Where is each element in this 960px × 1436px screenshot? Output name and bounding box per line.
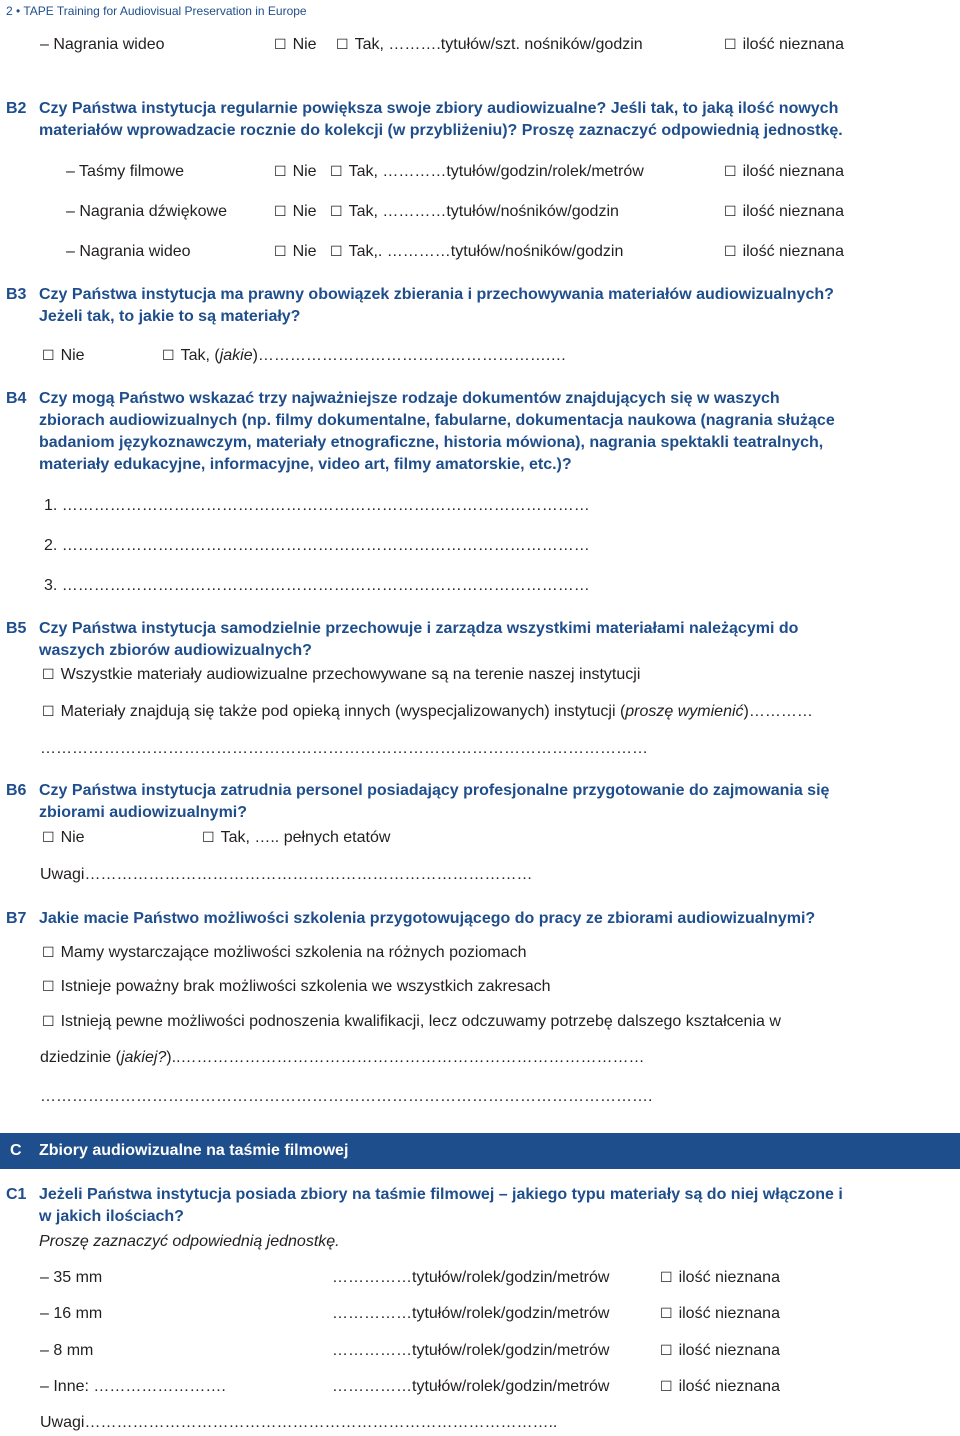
answer-continuation-line[interactable]: …………………………………………………………………………………………………… xyxy=(40,740,648,757)
answer-line-3[interactable]: 3. ……………………………………………………………………………………… xyxy=(44,577,590,594)
option-tak[interactable]: ☐ Tak, ….. pełnych etatów xyxy=(202,829,391,846)
option-nie[interactable]: ☐ Nie xyxy=(42,829,85,846)
option-tak[interactable]: ☐ Tak, ……….tytułów/szt. nośników/godzin xyxy=(336,36,643,53)
notes-field[interactable]: Uwagi………………………………………………………………………… xyxy=(40,866,533,883)
option-all-onsite[interactable]: ☐ Wszystkie materiały audiowizualne przechowywane są na terenie naszej instytucji xyxy=(42,666,641,683)
question-code-b5: B5 xyxy=(6,620,27,637)
option-nie[interactable]: ☐ Nie xyxy=(274,163,317,180)
option-nie[interactable]: ☐ Nie xyxy=(274,203,317,220)
question-b7-line1: Jakie macie Państwo możliwości szkolenia przygotowującego do pracy ze zbiorami audiowizualnymi? xyxy=(39,910,816,927)
question-b3-line1: Czy Państwa instytucja ma prawny obowiązek zbierania i przechowywania materiałów audiowizualnych? xyxy=(39,286,834,303)
checkbox-icon[interactable]: ☐ xyxy=(202,830,215,846)
checkbox-icon[interactable]: ☐ xyxy=(724,164,737,180)
option-unknown[interactable]: ☐ ilość nieznana xyxy=(660,1342,780,1359)
video-recordings-label: – Nagrania wideo xyxy=(40,36,165,53)
question-b5-line2: waszych zbiorów audiowizualnych? xyxy=(39,642,312,659)
question-b5-line1: Czy Państwa instytucja samodzielnie przechowuje i zarządza wszystkimi materiałami należącymi do xyxy=(39,620,799,637)
option-tak[interactable]: ☐ Tak, …………tytułów/godzin/rolek/metrów xyxy=(330,163,644,180)
option-sufficient-training[interactable]: ☐ Mamy wystarczające możliwości szkolenia na różnych poziomach xyxy=(42,944,527,961)
option-unknown[interactable]: ☐ ilość nieznana xyxy=(660,1305,780,1322)
checkbox-icon[interactable]: ☐ xyxy=(42,704,55,720)
option-unknown[interactable]: ☐ ilość nieznana xyxy=(724,243,844,260)
film-format-label: – 35 mm xyxy=(40,1269,103,1286)
film-format-label: – 8 mm xyxy=(40,1342,94,1359)
question-b3-line2: Jeżeli tak, to jakie to są materiały? xyxy=(39,308,301,325)
section-code-c: C xyxy=(10,1142,22,1159)
checkbox-icon[interactable]: ☐ xyxy=(724,204,737,220)
checkbox-icon[interactable]: ☐ xyxy=(330,244,343,260)
question-b6-line2: zbiorami audiowizualnymi? xyxy=(39,804,248,821)
option-unknown[interactable]: ☐ ilość nieznana xyxy=(724,163,844,180)
question-b4-line3: badaniom językoznawczym, materiały etnograficzne, historia mówiona), nagrania spektakli teatralnych, xyxy=(39,434,824,451)
option-tak[interactable]: ☐ Tak, …………tytułów/nośników/godzin xyxy=(330,203,619,220)
page-header: 2 • TAPE Training for Audiovisual Preservation in Europe xyxy=(6,4,307,18)
checkbox-icon[interactable]: ☐ xyxy=(274,204,287,220)
b2-row-label: – Nagrania dźwiękowe xyxy=(66,203,227,220)
option-unknown[interactable]: ☐ ilość nieznana xyxy=(724,36,844,53)
option-tak[interactable]: ☐ Tak,. …………tytułów/nośników/godzin xyxy=(330,243,624,260)
checkbox-icon[interactable]: ☐ xyxy=(660,1306,673,1322)
option-lack-of-training[interactable]: ☐ Istnieje poważny brak możliwości szkolenia we wszystkich zakresach xyxy=(42,978,551,995)
question-code-c1: C1 xyxy=(6,1186,27,1203)
section-c-header xyxy=(0,1133,960,1169)
question-b4-line4: materiały edukacyjne, informacyjne, video art, filmy amatorskie, etc.)? xyxy=(39,456,572,473)
checkbox-icon[interactable]: ☐ xyxy=(42,979,55,995)
checkbox-icon[interactable]: ☐ xyxy=(660,1270,673,1286)
checkbox-icon[interactable]: ☐ xyxy=(660,1343,673,1359)
option-some-training[interactable]: ☐ Istnieją pewne możliwości podnoszenia kwalifikacji, lecz odczuwamy potrzebę dalszego kształcenia w xyxy=(42,1013,781,1030)
answer-continuation-line[interactable]: ……………………………………………………………………………………………………. xyxy=(40,1088,653,1105)
checkbox-icon[interactable]: ☐ xyxy=(42,945,55,961)
question-b6-line1: Czy Państwa instytucja zatrudnia personel posiadający profesjonalne przygotowanie do zajmowania się xyxy=(39,782,830,799)
checkbox-icon[interactable]: ☐ xyxy=(162,348,175,364)
question-c1-line2: w jakich ilościach? xyxy=(39,1208,184,1225)
option-nie[interactable]: ☐ Nie xyxy=(42,347,85,364)
checkbox-icon[interactable]: ☐ xyxy=(724,37,737,53)
amount-field[interactable]: ……………tytułów/rolek/godzin/metrów xyxy=(332,1305,610,1322)
checkbox-icon[interactable]: ☐ xyxy=(274,244,287,260)
option-nie[interactable]: ☐ Nie xyxy=(274,243,317,260)
option-unknown[interactable]: ☐ ilość nieznana xyxy=(724,203,844,220)
checkbox-icon[interactable]: ☐ xyxy=(42,830,55,846)
option-nie[interactable]: ☐ Nie xyxy=(274,36,317,53)
option-tak[interactable]: ☐ Tak, (jakie)……………………………………………….… xyxy=(162,347,567,364)
amount-field[interactable]: ……………tytułów/rolek/godzin/metrów xyxy=(332,1269,610,1286)
question-b4-line2: zbiorach audiowizualnych (np. filmy dokumentalne, fabularne, dokumentacja naukowa (nagrania służące xyxy=(39,412,835,429)
question-b2-line1: Czy Państwa instytucja regularnie powiększa swoje zbiory audiowizualne? Jeśli tak, to jaką ilość nowych xyxy=(39,100,839,117)
checkbox-icon[interactable]: ☐ xyxy=(724,244,737,260)
option-unknown[interactable]: ☐ ilość nieznana xyxy=(660,1269,780,1286)
checkbox-icon[interactable]: ☐ xyxy=(274,164,287,180)
question-code-b4: B4 xyxy=(6,390,27,407)
amount-field[interactable]: ……………tytułów/rolek/godzin/metrów xyxy=(332,1378,610,1395)
amount-field[interactable]: ……………tytułów/rolek/godzin/metrów xyxy=(332,1342,610,1359)
checkbox-icon[interactable]: ☐ xyxy=(42,667,55,683)
question-code-b7: B7 xyxy=(6,910,27,927)
checkbox-icon[interactable]: ☐ xyxy=(336,37,349,53)
answer-line-1[interactable]: 1. ……………………………………………………………………………………… xyxy=(44,497,590,514)
notes-field[interactable]: Uwagi…………………………………………………………………………….. xyxy=(40,1414,558,1431)
training-field-line[interactable]: dziedzinie (jakiej?)..…………………………………………………………………………… xyxy=(40,1049,645,1066)
answer-line-2[interactable]: 2. ……………………………………………………………………………………… xyxy=(44,537,590,554)
b2-row-label: – Taśmy filmowe xyxy=(66,163,184,180)
checkbox-icon[interactable]: ☐ xyxy=(274,37,287,53)
checkbox-icon[interactable]: ☐ xyxy=(330,164,343,180)
checkbox-icon[interactable]: ☐ xyxy=(660,1379,673,1395)
question-code-b3: B3 xyxy=(6,286,27,303)
instruction-text: Proszę zaznaczyć odpowiednią jednostkę. xyxy=(39,1233,340,1250)
checkbox-icon[interactable]: ☐ xyxy=(330,204,343,220)
question-c1-line1: Jeżeli Państwa instytucja posiada zbiory na taśmie filmowej – jakiego typu materiały są do niej włączone i xyxy=(39,1186,843,1203)
b2-row-label: – Nagrania wideo xyxy=(66,243,191,260)
question-code-b6: B6 xyxy=(6,782,27,799)
question-b2-line2: materiałów wprowadzacie rocznie do kolekcji (w przybliżeniu)? Proszę zaznaczyć odpowiednią jednostkę. xyxy=(39,122,843,139)
checkbox-icon[interactable]: ☐ xyxy=(42,348,55,364)
section-c-title: Zbiory audiowizualne na taśmie filmowej xyxy=(39,1142,349,1159)
film-format-label: – 16 mm xyxy=(40,1305,103,1322)
option-unknown[interactable]: ☐ ilość nieznana xyxy=(660,1378,780,1395)
question-code-b2: B2 xyxy=(6,100,27,117)
option-other-institutions[interactable]: ☐ Materiały znajdują się także pod opieką innych (wyspecjalizowanych) instytucji (proszę wymienić)………… xyxy=(42,703,813,720)
film-format-label[interactable]: – Inne: ……………………. xyxy=(40,1378,226,1395)
checkbox-icon[interactable]: ☐ xyxy=(42,1014,55,1030)
question-b4-line1: Czy mogą Państwo wskazać trzy najważniejsze rodzaje dokumentów znajdujących się w waszych xyxy=(39,390,780,407)
